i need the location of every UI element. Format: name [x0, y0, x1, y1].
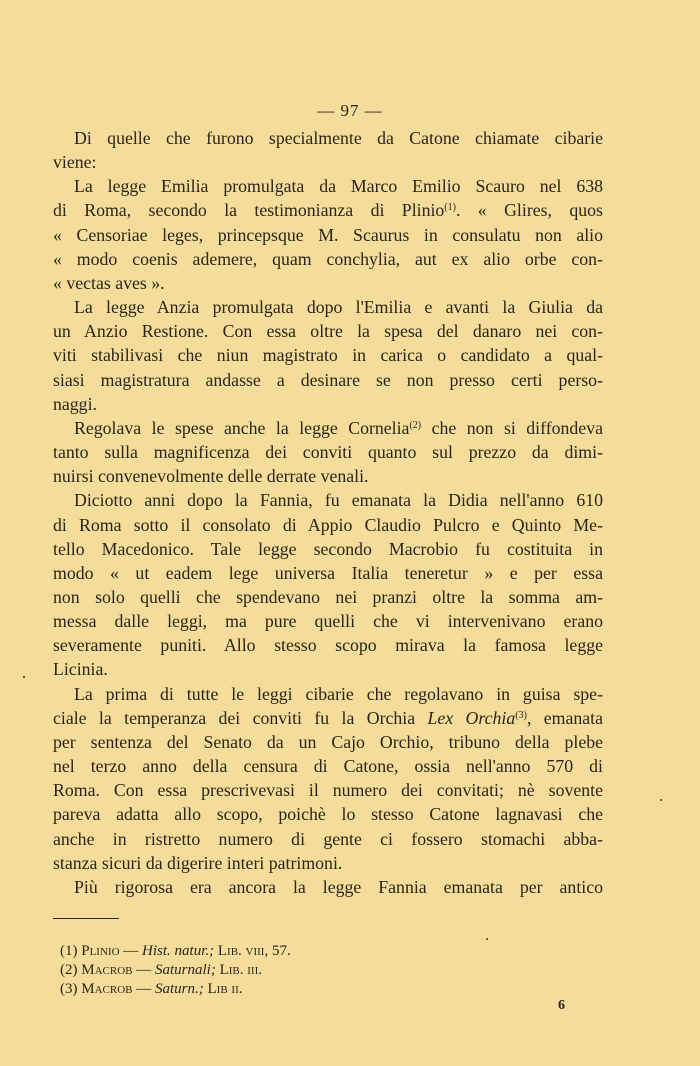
text-line: modo « ut eadem lege universa Italia teneretur » e per essa	[53, 562, 603, 583]
speck	[660, 799, 662, 801]
text-line: siasi magistratura andasse a desinare se non presso certi perso-	[53, 369, 603, 390]
text-line: viene:	[53, 152, 97, 173]
text-line: tello Macedonico. Tale legge secondo Macrobio fu costituita in	[53, 538, 603, 559]
text-line: pareva adatta allo scopo, poichè lo stesso Catone lagnavasi che	[53, 804, 603, 825]
text-line: Più rigorosa era ancora la legge Fannia emanata per antico	[74, 876, 603, 897]
text-line: Roma. Con essa prescrivevasi il numero dei convitati; nè sovente	[53, 780, 603, 801]
text-line: « vectas aves ».	[53, 272, 165, 293]
text-line: La legge Emilia promulgata da Marco Emilio Scauro nel 638	[74, 176, 603, 197]
footnote: (2) Macrob — Saturnali; Lib. iii.	[60, 962, 262, 978]
body-text	[53, 126, 603, 899]
text-line: naggi.	[53, 393, 97, 414]
footnote-rule	[53, 918, 119, 919]
footnote-marker: (2)	[409, 419, 422, 431]
text-line: Licinia.	[53, 659, 108, 680]
text-line: Diciotto anni dopo la Fannia, fu emanata la Didia nell'anno 610	[74, 490, 603, 511]
text-line: di Roma sotto il consolato di Appio Claudio Pulcro e Quinto Me-	[53, 514, 603, 535]
footnotes	[60, 942, 291, 999]
text-line: stanza sicuri da digerire interi patrimoni.	[53, 852, 343, 873]
text-line: La legge Anzia promulgata dopo l'Emilia e avanti la Giulia da	[74, 297, 603, 318]
text-line: nel terzo anno della censura di Catone, ossia nell'anno 570 di	[53, 756, 603, 777]
text-line: « modo coenis ademere, quam conchylia, aut ex alio orbe con-	[53, 248, 603, 269]
footnote-marker: (3)	[515, 709, 527, 721]
text-line: per sentenza del Senato da un Cajo Orchio, tribuno della plebe	[53, 731, 603, 752]
text-line: severamente puniti. Allo stesso scopo mirava la famosa legge	[53, 635, 603, 656]
footnote: (1) Plinio — Hist. natur.; Lib. viii, 57.	[60, 943, 291, 959]
text-line: messa dalle leggi, ma pure quelli che vi intervenivano erano	[53, 611, 603, 632]
speck	[486, 938, 488, 940]
text-line: La prima di tutte le leggi cibarie che regolavano in guisa spe-	[74, 683, 603, 704]
footnote-marker: (1)	[444, 202, 456, 214]
footnote: (3) Macrob — Saturn.; Lib ii.	[60, 981, 243, 997]
text-line: di Roma, secondo la testimonianza di Plinio$^{(1)}$. « Glires, quos	[53, 200, 603, 221]
text-line: non solo quelli che spendevano nei pranzi oltre la somma am-	[53, 586, 603, 607]
speck	[23, 676, 25, 678]
text-line: Regolava le spese anche la legge Cornelia$^{(2)}$ che non si diffondeva	[74, 417, 603, 438]
text-line: Di quelle che furono specialmente da Catone chiamate cibarie	[74, 128, 603, 148]
page-number: — 97 —	[317, 101, 383, 120]
text-line: ciale la temperanza dei conviti fu la Orchia Lex Orchia$^{(3)}$, emanata	[53, 707, 604, 728]
text-line: « Censoriae leges, princepsque M. Scaurus in consulatu non alio	[53, 224, 603, 245]
text-line: un Anzio Restione. Con essa oltre la spesa del danaro nei con-	[53, 321, 603, 342]
text-line: tanto sulla magnificenza dei conviti quanto sul prezzo da dimi-	[53, 442, 603, 463]
text-line: anche in ristretto numero di gente ci fossero stomachi abba-	[53, 828, 603, 849]
text-line: nuirsi convenevolmente delle derrate venali.	[53, 466, 369, 487]
text-line: viti stabilivasi che niun magistrato in carica o candidato a qual-	[53, 345, 603, 366]
signature-mark: 6	[558, 998, 565, 1013]
